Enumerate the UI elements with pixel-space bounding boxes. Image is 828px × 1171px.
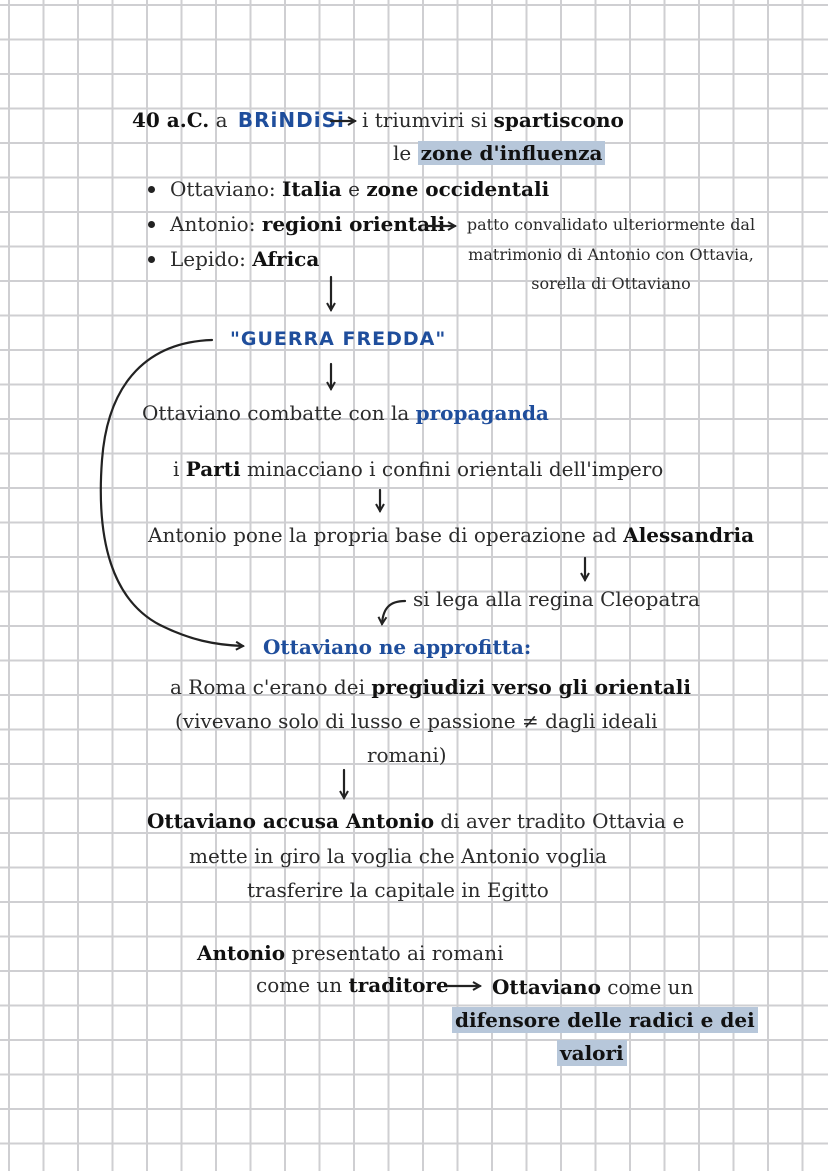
final-line-2b	[492, 974, 693, 1000]
final-antonio: Antonio	[197, 941, 286, 965]
bullet-icon	[148, 186, 155, 193]
alessandria: Alessandria	[623, 523, 755, 547]
vivevano-line-2: romani)	[367, 743, 447, 767]
cleopatra-line: si lega alla regina Cleopatra	[413, 587, 700, 611]
line-1-text	[362, 107, 624, 133]
line-1	[132, 107, 345, 133]
arrow-curved-icon	[382, 601, 405, 624]
bullet-mid: e	[348, 177, 360, 201]
preposition-a: a	[215, 108, 228, 132]
guerra-fredda: "GUERRA FREDDA"	[230, 328, 447, 350]
accusa-line-2: mette in giro la voglia che Antonio voglia	[189, 844, 607, 868]
pregiudizi: pregiudizi verso gli orientali	[371, 675, 691, 699]
bullet-icon	[148, 256, 155, 263]
bullet-ottaviano	[170, 176, 549, 202]
line-2	[393, 140, 605, 166]
parti-word: Parti	[185, 457, 241, 481]
propaganda-word: propaganda	[415, 401, 549, 425]
bullet-icon	[148, 221, 155, 228]
le: le	[393, 141, 412, 165]
triumviri-text: i triumviri si	[362, 108, 488, 132]
ne-approfitta: Ottaviano ne approfitta:	[263, 635, 532, 659]
parti-post: minacciano i confini orientali dell'impero	[246, 457, 664, 481]
bullet-lepido	[170, 246, 319, 272]
vivevano-line-1: (vivevano solo di lusso e passione ≠ dagli ideali	[175, 709, 658, 733]
arrow-big-curve-icon	[101, 340, 243, 646]
bullet-name: Ottaviano:	[170, 177, 276, 201]
bullet-value: regioni orientali	[261, 212, 446, 236]
bullet-antonio	[170, 211, 445, 237]
note-line-3: sorella di Ottaviano	[531, 274, 691, 293]
parti-line	[173, 456, 663, 482]
final-line-1	[197, 940, 504, 966]
bullet-name: Lepido:	[170, 247, 246, 271]
note-line-1: patto convalidato ulteriormente dal	[466, 215, 756, 234]
city-brindisi: BRiNDiSi	[237, 108, 345, 132]
final-valori: valori	[557, 1040, 627, 1066]
antonio-base-text: Antonio pone la propria base di operazione ad	[148, 523, 617, 547]
propaganda-line	[142, 400, 549, 426]
bullet-value-2: zone occidentali	[366, 177, 550, 201]
final-come-un-2: come un	[607, 975, 694, 999]
parti-pre: i	[173, 457, 180, 481]
note-line-2: matrimonio di Antonio con Ottavia,	[468, 245, 754, 264]
accusa-line-3: trasferire la capitale in Egitto	[247, 878, 549, 902]
bullet-name: Antonio:	[170, 212, 256, 236]
bullet-value: Africa	[252, 247, 320, 271]
propaganda-text: Ottaviano combatte con la	[142, 401, 410, 425]
zone-influenza: zone d'influenza	[418, 141, 606, 165]
final-difensore: difensore delle radici e dei	[452, 1007, 758, 1033]
final-traditore: traditore	[348, 973, 449, 997]
final-presentato: presentato ai romani	[291, 941, 504, 965]
date: 40 a.C.	[132, 108, 210, 132]
accusa-bold: Ottaviano accusa Antonio	[147, 809, 435, 833]
accusa-line-1	[147, 808, 684, 834]
roma-line	[170, 674, 691, 700]
final-ottaviano: Ottaviano	[492, 975, 601, 999]
bullet-value: Italia	[282, 177, 342, 201]
accusa-text: di aver tradito Ottavia e	[440, 809, 685, 833]
final-line-2	[256, 972, 449, 998]
antonio-base-line	[148, 522, 754, 548]
final-come-un: come un	[256, 973, 343, 997]
spartiscono: spartiscono	[493, 108, 624, 132]
roma-text: a Roma c'erano dei	[170, 675, 365, 699]
